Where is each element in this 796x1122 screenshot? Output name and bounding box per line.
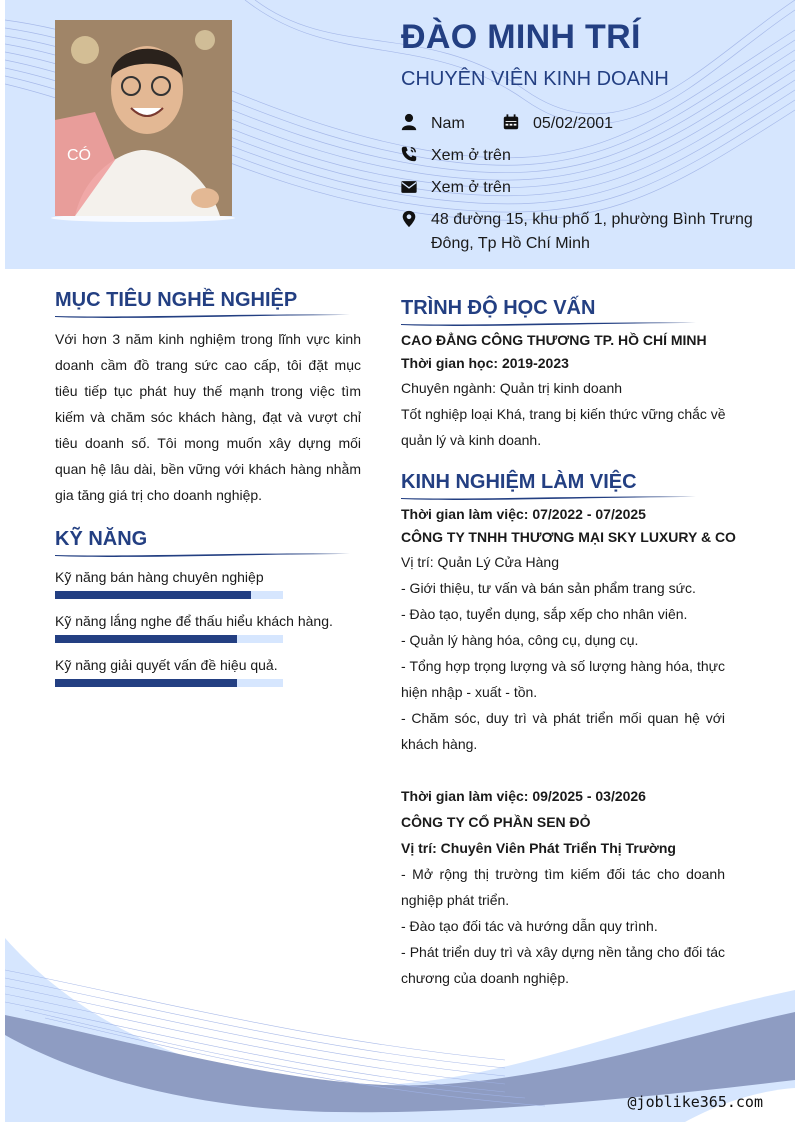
address-line-1: 48 đường 15, khu phố 1, phường Bình Trưng (431, 211, 753, 228)
education-period: Thời gian học: 2019-2023 (401, 355, 569, 371)
duty-line: hiện nhập - xuất - tồn. (401, 684, 538, 700)
photo-sign-text: CÓ (67, 147, 91, 164)
objective-line: quan hệ lâu dài, bền vững với khách hàng nhằm (55, 461, 361, 477)
email-value: Xem ở trên (431, 179, 511, 196)
duty-line: chương của doanh nghiệp. (401, 970, 570, 986)
objective-title: MỤC TIÊU NGHỀ NGHIỆP (55, 289, 298, 311)
skill-label: Kỹ năng bán hàng chuyên nghiệp (55, 569, 264, 585)
objective-line: kiếm và chăm sóc khách hàng, đạt và vượt chỉ (55, 409, 361, 425)
duty-line: - Phát triển duy trì và xây dựng nền tảng cho đối tác (401, 944, 725, 960)
job-1-company: CÔNG TY TNHH THƯƠNG MẠI SKY LUXURY & CO (401, 529, 736, 545)
skill-label: Kỹ năng lắng nghe để thấu hiểu khách hàng. (55, 613, 333, 629)
skill-bar-track (55, 635, 283, 643)
objective-title-underline (55, 312, 350, 320)
duty-line: - Giới thiệu, tư vấn và bán sản phẩm trang sức. (401, 580, 696, 596)
job-1-period: Thời gian làm việc: 07/2022 - 07/2025 (401, 506, 646, 522)
phone-icon (400, 145, 418, 163)
education-title: TRÌNH ĐỘ HỌC VẤN (401, 297, 596, 319)
avatar (55, 20, 232, 216)
phone-value: Xem ở trên (431, 147, 511, 164)
candidate-name: ĐÀO MINH TRÍ (401, 18, 641, 56)
gender-value: Nam (431, 115, 465, 132)
education-school: CAO ĐẲNG CÔNG THƯƠNG TP. HỒ CHÍ MINH (401, 332, 707, 348)
skill-label: Kỹ năng giải quyết vấn đề hiệu quả. (55, 657, 278, 673)
duty-line: - Quản lý hàng hóa, công cụ, dụng cụ. (401, 632, 639, 648)
duty-line: - Mở rộng thị trường tìm kiếm đối tác cho doanh (401, 866, 725, 882)
header-background (5, 0, 795, 269)
map-pin-icon (400, 210, 418, 228)
objective-line: tiêu doanh số. Tôi mong muốn xây dựng mối (55, 435, 361, 451)
duty-line: - Đào tạo, tuyển dụng, sắp xếp cho nhân viên. (401, 606, 688, 622)
experience-title: KINH NGHIỆM LÀM VIỆC (401, 471, 637, 493)
birthday-value: 05/02/2001 (533, 115, 614, 132)
duty-line: - Tổng hợp trọng lượng và số lượng hàng hóa, thực (401, 658, 725, 674)
skills-title: KỸ NĂNG (55, 528, 148, 550)
envelope-icon (400, 178, 418, 196)
objective-line: Với hơn 3 năm kinh nghiệm trong lĩnh vực kinh (55, 331, 361, 347)
objective-line: doanh cầm đồ trang sức cao cấp, tôi đặt mục (55, 357, 361, 373)
education-major: Chuyên ngành: Quản trị kinh doanh (401, 380, 623, 396)
cv-page (5, 0, 795, 1122)
job-2-position: Vị trí: Chuyên Viên Phát Triển Thị Trường (401, 840, 676, 856)
address-line-2: Đông, Tp Hồ Chí Minh (431, 235, 590, 252)
skill-bar-track (55, 679, 283, 687)
education-desc-2: quản lý và kinh doanh. (401, 432, 542, 448)
objective-line: tiêu tiếp tục phát huy thế mạnh trong việc tìm (55, 383, 361, 399)
skill-bar-track (55, 591, 283, 599)
calendar-icon (502, 113, 520, 131)
duty-line: - Chăm sóc, duy trì và phát triển mối quan hệ với (401, 710, 725, 726)
education-desc-1: Tốt nghiệp loại Khá, trang bị kiến thức vững chắc về (401, 406, 726, 422)
skills-title-underline (55, 551, 350, 559)
job-2-company: CÔNG TY CỔ PHẦN SEN ĐỎ (401, 814, 591, 830)
skill-bar-fill (55, 635, 237, 643)
duty-line: - Đào tạo đối tác và hướng dẫn quy trình. (401, 918, 658, 934)
duty-line: nghiệp phát triển. (401, 892, 510, 908)
user-icon (400, 113, 418, 131)
skill-bar-fill (55, 591, 251, 599)
job-title: CHUYÊN VIÊN KINH DOANH (401, 68, 669, 90)
job-2-period: Thời gian làm việc: 09/2025 - 03/2026 (401, 788, 646, 804)
profile-photo (55, 20, 232, 216)
skill-bar-fill (55, 679, 237, 687)
objective-line: gia tăng giá trị cho doanh nghiệp. (55, 487, 263, 503)
brand-watermark: @joblike365.com (627, 1093, 763, 1111)
duty-line: khách hàng. (401, 736, 478, 752)
job-1-position: Vị trí: Quản Lý Cửa Hàng (401, 554, 559, 570)
